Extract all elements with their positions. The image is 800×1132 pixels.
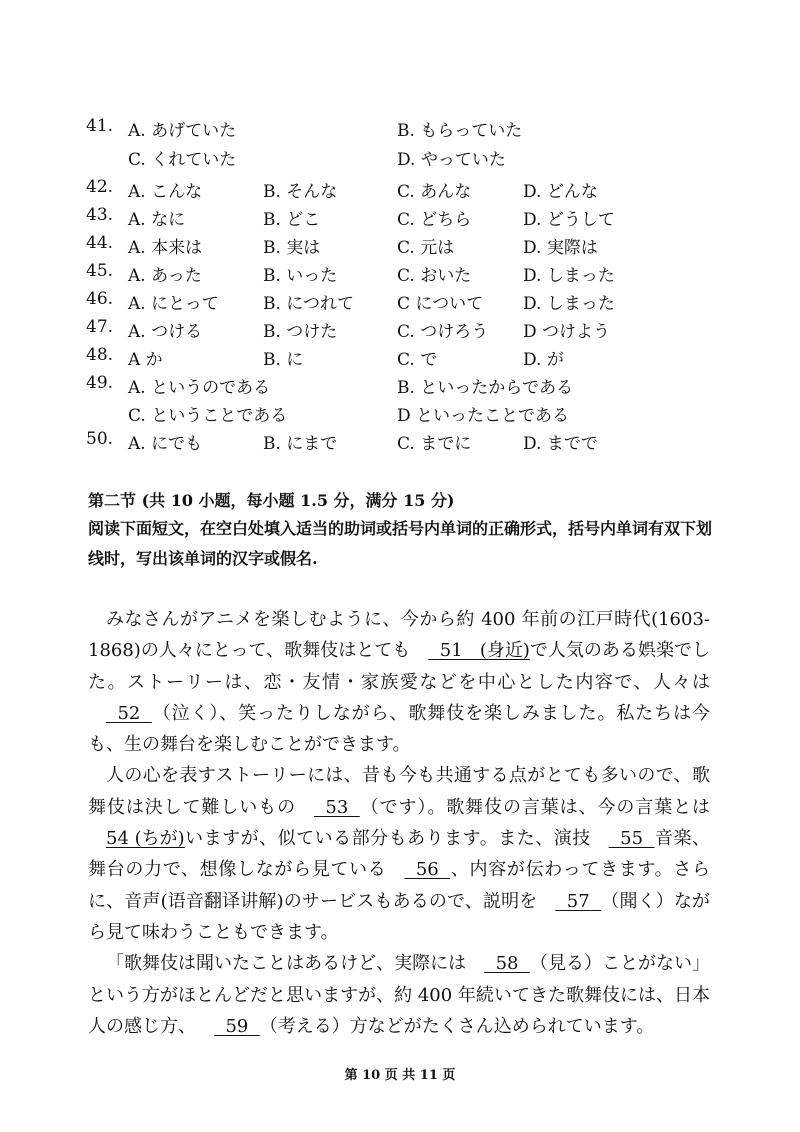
option-d: D. 実際は — [523, 238, 598, 258]
option-c: C. あんな — [397, 182, 472, 202]
paragraph-text: （考える）方などがたくさん込められています。 — [259, 1015, 655, 1037]
blank-56: 56 — [404, 859, 451, 881]
blank-53: 53 — [313, 796, 360, 818]
option-c: C. おいた — [397, 266, 472, 286]
option-b: B. に — [263, 350, 304, 370]
option-c: C について — [397, 294, 484, 314]
blank-55: 55 — [608, 828, 655, 850]
option-d: D つけよう — [523, 322, 611, 342]
option-a: A. つける — [128, 322, 203, 342]
paragraph-text: 、内容が伝わってきます。さらに、音声(语音翻译讲解)のサービスもあるので、説明を — [88, 859, 710, 912]
option-c: C. くれていた — [128, 150, 237, 170]
option-c: C. 元は — [397, 238, 455, 258]
option-c: C. ということである — [128, 406, 288, 426]
blank-59: 59 — [214, 1015, 260, 1037]
option-b: B. 実は — [263, 238, 321, 258]
question-number: 48. — [86, 345, 114, 365]
option-a: A. あった — [128, 266, 202, 286]
paragraph-text: 人の心を表すストーリーには、昔も今も共通する点がとても多いので、歌舞伎は決して難しいもの — [88, 765, 710, 818]
option-a: A. にでも — [128, 434, 203, 454]
blank-54: 54 (ちが) — [106, 828, 185, 850]
paragraph-text: （聞く）ながら見て味わうこともできます。 — [88, 890, 711, 943]
question-number: 47. — [86, 317, 114, 337]
option-b: B. そんな — [263, 182, 338, 202]
option-c: C. どちら — [397, 210, 472, 230]
page-number-footer: 第 10 页 共 11 页 — [344, 1068, 456, 1083]
paragraph-text: 「歌舞伎は聞いたことはあるけど、実際には — [106, 953, 467, 975]
option-d: D. しまった — [523, 266, 615, 286]
option-a: A. なに — [128, 210, 186, 230]
paragraph-text: 音楽、舞台の力で、想像しながら見ている — [88, 828, 710, 881]
option-a: A. こんな — [128, 182, 203, 202]
blank-51: 51 (身近) — [428, 640, 530, 662]
paragraph-text: で人気のある娯楽でした。ストーリーは、恋・友情・家族愛などを中心とした内容で、人々は — [88, 640, 710, 693]
section-instruction: 阅读下面短文，在空白处填入适当的助词或括号内单词的正确形式，括号内单词有双下划线时，写出该单词的汉字或假名. — [88, 519, 713, 568]
reading-passage — [88, 604, 710, 1042]
option-a: A. にとって — [128, 294, 219, 314]
blank-58: 58 — [484, 953, 530, 975]
paragraph-3 — [88, 948, 710, 1042]
paragraph-text: （です）。歌舞伎の言葉は、今の言葉とは — [359, 796, 711, 818]
option-b: B. どこ — [263, 210, 321, 230]
question-number: 43. — [86, 205, 114, 225]
option-d: D. どうして — [523, 210, 615, 230]
option-d: D. までで — [523, 434, 598, 454]
question-number: 50. — [86, 429, 114, 449]
question-number: 41. — [86, 116, 114, 136]
option-a: A. 本来は — [128, 238, 203, 258]
option-d: D といったことである — [397, 406, 570, 426]
option-c: C. で — [397, 350, 438, 370]
option-c: C. までに — [397, 434, 472, 454]
paragraph-text: （泣く）、笑ったりしながら、歌舞伎を楽しみました。私たちは今も、生の舞台を楽しむことができます。 — [88, 702, 710, 756]
paragraph-1 — [88, 604, 710, 760]
option-d: D. どんな — [523, 182, 598, 202]
option-d: D. しまった — [523, 294, 615, 314]
section-title: 第二节 (共 10 小题，每小题 1.5 分，满分 15 分) — [88, 491, 455, 510]
option-d: D. やっていた — [397, 150, 506, 170]
question-number: 45. — [86, 261, 114, 281]
blank-52: 52 — [106, 702, 152, 724]
option-b: B. につれて — [263, 294, 354, 314]
option-b: B. いった — [263, 266, 338, 286]
question-number: 42. — [86, 177, 114, 197]
paragraph-text: みなさんがアニメを楽しむように、今から約 400 年前の江戸時代(1603-1868)の人々にとって、歌舞伎はとても — [88, 609, 710, 662]
option-d: D. が — [523, 350, 564, 370]
option-a: A か — [128, 350, 163, 370]
question-number: 44. — [86, 233, 114, 253]
question-number: 46. — [86, 289, 114, 309]
option-b: B. にまで — [263, 434, 338, 454]
question-number: 49. — [86, 373, 114, 393]
paragraph-2 — [88, 760, 710, 948]
blank-57: 57 — [555, 890, 602, 912]
paragraph-text: （見る）ことがない」という方がほとんどだと思いますが、約 400 年続いてきた歌舞伎には、日本人の感じ方、 — [88, 953, 711, 1037]
option-b: B. もらっていた — [397, 121, 523, 141]
option-c: C. つけろう — [397, 322, 489, 342]
option-b: B. といったからである — [397, 378, 574, 398]
option-a: A. というのである — [128, 378, 271, 398]
paragraph-text: いますが、似ている部分もあります。また、演技 — [184, 828, 591, 850]
option-b: B. つけた — [263, 322, 338, 342]
option-a: A. あげていた — [128, 121, 237, 141]
